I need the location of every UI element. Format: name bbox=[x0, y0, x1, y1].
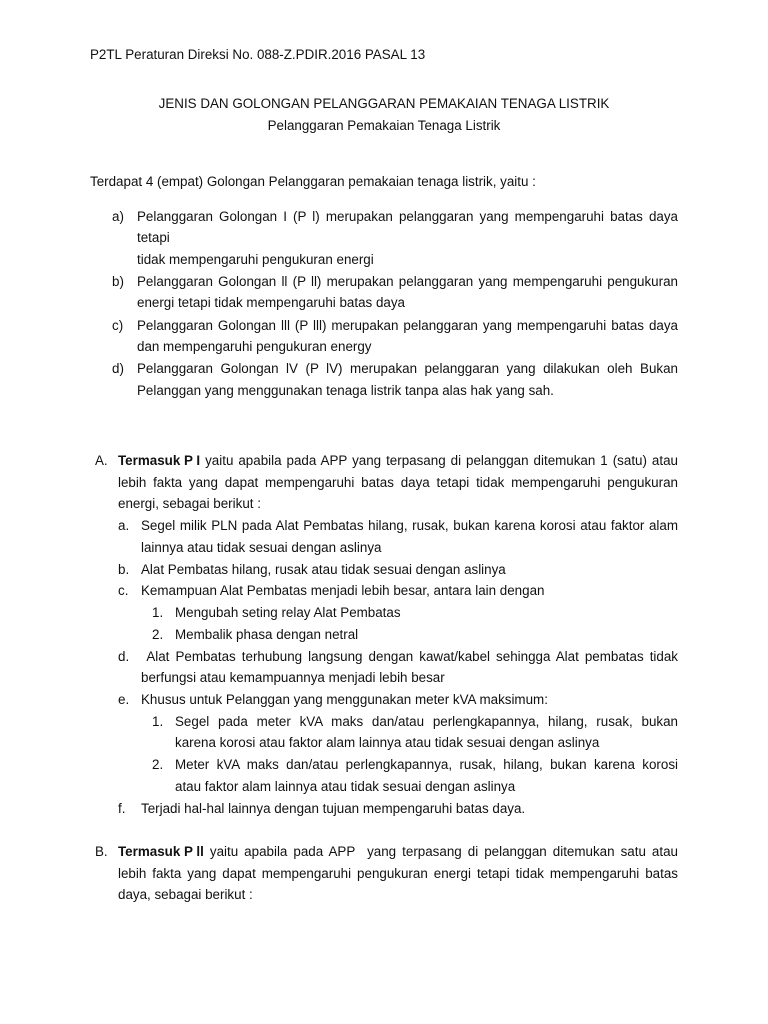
section-b-line3 bbox=[118, 886, 253, 904]
section-a-bold: Termasuk P I bbox=[118, 453, 201, 468]
item-e-sub2-line1: Meter kVA maks dan/atau perlengkapannya, rusak, hilang, bukan karena korosi bbox=[175, 757, 678, 772]
item-c-line1: Kemampuan Alat Pembatas menjadi lebih besar, antara lain dengan bbox=[141, 583, 545, 598]
item-e-sub1-line2: karena korosi atau faktor alam lainnya atau tidak sesuai dengan aslinya bbox=[175, 735, 600, 750]
golongan-d-line1: Pelanggaran Golongan lV (P lV) merupakan pelanggaran yang dilakukan oleh Bukan bbox=[137, 361, 678, 376]
intro-paragraph: Terdapat 4 (empat) Golongan Pelanggaran pemakaian tenaga listrik, yaitu : bbox=[90, 174, 536, 189]
section-b-line2: lebih fakta yang dapat mempengaruhi pengukuran energi tetapi tidak mempengaruhi batas bbox=[118, 866, 678, 881]
golongan-b-line1: Pelanggaran Golongan ll (P ll) merupakan pelanggaran yang mempengaruhi pengukuran bbox=[137, 274, 678, 289]
item-e-line1: Khusus untuk Pelanggan yang menggunakan meter kVA maksimum: bbox=[141, 692, 548, 707]
section-b-label: B. bbox=[95, 844, 108, 859]
golongan-d-line2: Pelanggan yang menggunakan tenaga listrik tanpa alas hak yang sah. bbox=[137, 383, 554, 398]
item-c-label: c. bbox=[118, 583, 129, 598]
document-subtitle: Pelanggaran Pemakaian Tenaga Listrik bbox=[267, 118, 501, 133]
item-d-label: d. bbox=[118, 649, 130, 664]
golongan-a-line3: tidak mempengaruhi pengukuran energi bbox=[137, 252, 374, 267]
item-e-sub1-line1: Segel pada meter kVA maks dan/atau perlengkapannya, hilang, rusak, bukan bbox=[175, 714, 678, 729]
item-e-label: e. bbox=[118, 692, 130, 707]
section-b-bold: Termasuk P ll bbox=[118, 844, 204, 859]
item-a-line1: Segel milik PLN pada Alat Pembatas hilang, rusak, bukan karena korosi atau faktor alam bbox=[141, 518, 678, 533]
document-title: JENIS DAN GOLONGAN PELANGGARAN PEMAKAIAN TENAGA LISTRIK bbox=[158, 96, 610, 111]
golongan-c-line2: dan mempengaruhi pengukuran energy bbox=[137, 339, 372, 354]
item-e-sub1-label: 1. bbox=[152, 714, 164, 729]
golongan-a-line1: Pelanggaran Golongan I (P l) merupakan pelanggaran yang mempengaruhi batas daya bbox=[137, 209, 678, 224]
golongan-b-line2: energi tetapi tidak mempengaruhi batas daya bbox=[137, 295, 405, 310]
golongan-a-label: a) bbox=[112, 209, 124, 224]
golongan-c-label: c) bbox=[112, 318, 124, 333]
item-e-sub2-line2: atau faktor alam lainnya atau tidak sesuai dengan aslinya bbox=[175, 779, 516, 794]
item-c-sub1-label: 1. bbox=[152, 605, 164, 620]
item-d-line2: berfungsi atau kemampuannya menjadi lebih besar bbox=[141, 670, 445, 685]
item-c-sub2-text: Membalik phasa dengan netral bbox=[175, 627, 359, 642]
golongan-d-label: d) bbox=[112, 361, 124, 376]
document-header: P2TL Peraturan Direksi No. 088-Z.PDIR.2016 PASAL 13 bbox=[90, 47, 426, 62]
item-d-line1: Alat Pembatas terhubung langsung dengan kawat/kabel sehingga Alat pembatas tidak bbox=[141, 649, 678, 664]
golongan-c-line1: Pelanggaran Golongan lll (P lll) merupakan pelanggaran yang mempengaruhi batas daya bbox=[137, 318, 678, 333]
section-a-label: A. bbox=[95, 453, 108, 468]
golongan-b-label: b) bbox=[112, 274, 124, 289]
section-b-line3-text: daya, sebagai berikut : bbox=[118, 887, 253, 902]
item-b-label: b. bbox=[118, 562, 130, 577]
section-a-line3: energi, sebagai berikut : bbox=[118, 496, 261, 511]
item-a-label: a. bbox=[118, 518, 130, 533]
section-b-line1-text: yaitu apabila pada APP yang terpasang di pelanggan ditemukan satu atau bbox=[203, 844, 678, 859]
section-a-line1 bbox=[118, 452, 678, 470]
item-c-sub2-label: 2. bbox=[152, 627, 164, 642]
item-c-sub1-text: Mengubah seting relay Alat Pembatas bbox=[175, 605, 401, 620]
item-f-label: f. bbox=[118, 801, 126, 816]
golongan-a-line2: tetapi bbox=[137, 230, 170, 245]
section-b-line1 bbox=[118, 843, 678, 861]
section-a-line2: lebih fakta yang dapat mempengaruhi batas daya tetapi tidak mempengaruhi pengukuran bbox=[118, 475, 678, 490]
item-e-sub2-label: 2. bbox=[152, 757, 164, 772]
section-a-line1-text: yaitu apabila pada APP yang terpasang di pelanggan ditemukan 1 (satu) atau bbox=[200, 453, 678, 468]
item-a-line2: lainnya atau tidak sesuai dengan aslinya bbox=[141, 540, 382, 555]
item-b-line1: Alat Pembatas hilang, rusak atau tidak sesuai dengan aslinya bbox=[141, 562, 506, 577]
item-f-line1: Terjadi hal-hal lainnya dengan tujuan mempengaruhi batas daya. bbox=[141, 801, 526, 816]
